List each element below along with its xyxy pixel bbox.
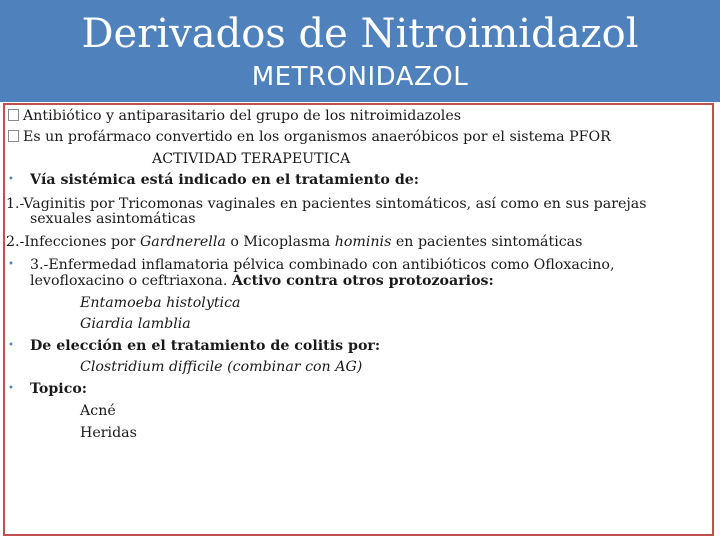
content-line-15: Acné (80, 403, 116, 419)
bullet-dot-icon: • (8, 383, 14, 394)
content-line-8: 3.-Enfermedad inflamatoria pélvica combinado con antibióticos como Ofloxacino, (30, 257, 615, 273)
content-line-6: sexuales asintomáticas (30, 211, 196, 227)
content-line-7: 2.-Infecciones por Gardnerella o Micoplasma hominis en pacientes sintomáticas (6, 234, 583, 250)
bullet-dot-icon: • (8, 174, 14, 185)
content-line-4: Vía sistémica está indicado en el tratamiento de: (30, 172, 419, 188)
slide-subtitle: METRONIDAZOL (251, 62, 469, 92)
bullet-dot-icon: • (8, 259, 14, 270)
slide-header (0, 0, 720, 102)
content-line-5: 1.-Vaginitis por Tricomonas vaginales en pacientes sintomáticos, así como en sus parejas (6, 196, 647, 212)
content-line-16: Heridas (80, 425, 137, 441)
section-heading: ACTIVIDAD TERAPEUTICA (152, 151, 351, 167)
content-line-13: Clostridium difficile (combinar con AG) (80, 359, 363, 375)
content-line-12: De elección en el tratamiento de colitis por: (30, 338, 381, 354)
content-line-1: Antibiótico y antiparasitario del grupo de los nitroimidazoles (8, 108, 461, 124)
content-line-11: Giardia lamblia (80, 316, 191, 332)
content-line-10: Entamoeba histolytica (80, 295, 241, 311)
content-line-9: levofloxacino o ceftriaxona. Activo contra otros protozoarios: (30, 273, 494, 289)
slide-title: Derivados de Nitroimidazol (81, 11, 639, 57)
content-line-2: Es un profármaco convertido en los organismos anaeróbicos por el sistema PFOR (8, 129, 611, 145)
content-line-14: Topico: (30, 381, 88, 397)
checkbox-bullet-icon (8, 109, 19, 121)
checkbox-bullet-icon (8, 130, 19, 142)
bullet-dot-icon: • (8, 340, 14, 351)
